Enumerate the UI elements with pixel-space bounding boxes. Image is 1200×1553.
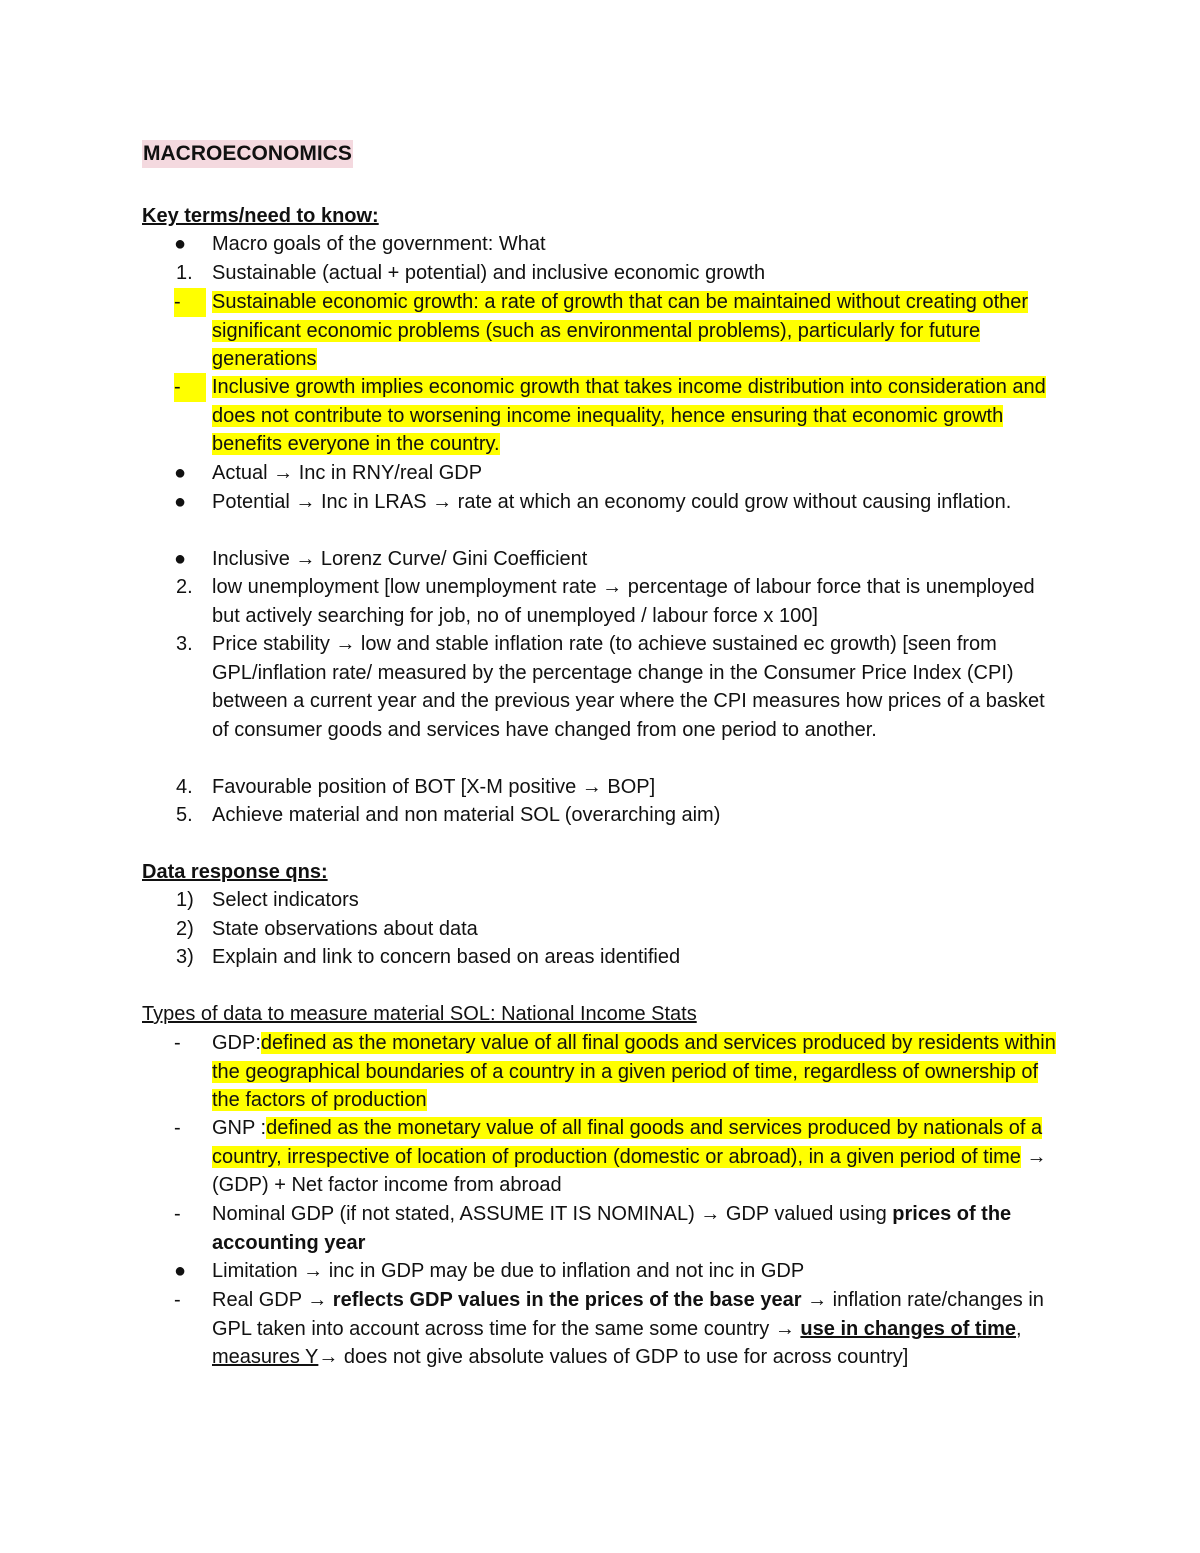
- underlined-text: measures Y: [212, 1346, 319, 1369]
- bold-text: prices of the accounting year: [212, 1203, 1012, 1254]
- list-item: [176, 630, 1062, 744]
- list-item: [176, 886, 1062, 915]
- highlighted-definition: defined as the monetary value of all final goods and services produced by nationals of a country, irrespective of location of production (domestic or abroad), in a given period of time: [212, 1117, 1043, 1168]
- list-item: [176, 943, 1062, 972]
- bullet-marker: ●: [174, 233, 187, 255]
- dash-marker: -: [174, 1032, 181, 1054]
- number-marker: 5.: [176, 804, 193, 826]
- bold-text: reflects GDP values in the prices of the base year: [332, 1289, 802, 1311]
- list-item-text: State observations about data: [212, 918, 478, 940]
- list-item-text: Limitation → inc in GDP may be due to inflation and not inc in GDP: [212, 1260, 805, 1282]
- list-item: [174, 459, 1062, 488]
- number-marker: 3.: [176, 633, 193, 655]
- list-item: [176, 915, 1062, 944]
- number-marker: 3): [176, 946, 194, 968]
- list-item: [174, 545, 1062, 574]
- dash-marker: -: [174, 288, 206, 317]
- term-label: GDP:: [212, 1032, 261, 1054]
- list-item: [176, 573, 1062, 630]
- term-label: GNP :: [212, 1117, 267, 1139]
- list-item-text: → does not give absolute values of GDP to use for across country]: [318, 1346, 909, 1369]
- list-item-text: Nominal GDP (if not stated, ASSUME IT IS NOMINAL) → GDP valued using: [212, 1203, 893, 1225]
- section-heading-national-income: Types of data to measure material SOL: National Income Stats: [142, 1003, 697, 1025]
- bullet-marker: ●: [174, 1260, 187, 1282]
- list-item: [174, 230, 1062, 259]
- list-item: [176, 801, 1062, 830]
- list-item: [176, 773, 1062, 802]
- highlighted-definition: defined as the monetary value of all final goods and services produced by residents within the geographical boundaries of a country in a given period of time, regardless of ownership of the factors of production: [212, 1032, 1056, 1112]
- list-item-text: Explain and link to concern based on areas identified: [212, 946, 681, 968]
- list-item: [176, 259, 1062, 288]
- list-item-text: Real GDP →: [212, 1289, 333, 1311]
- number-marker: 2): [176, 918, 194, 940]
- dash-marker: -: [174, 1117, 181, 1139]
- number-marker: 1): [176, 889, 194, 911]
- list-item-text: Price stability → low and stable inflation rate (to achieve sustained ec growth) [seen from GPL/inflation rate/ measured by the percentage change in the Consumer Price Index (CPI) between a current year and the previous year where the CPI measures how prices of a basket of consumer goods and services have changed from one period to another.: [212, 633, 1045, 741]
- number-marker: 1.: [176, 262, 193, 284]
- list-item: [174, 373, 1062, 459]
- page-title: MACROECONOMICS: [142, 140, 353, 168]
- list-item-text: ,: [1016, 1317, 1022, 1340]
- highlighted-definition: Sustainable economic growth: a rate of growth that can be maintained without creating other significant economic problems (such as environmental problems), particularly for future generations: [212, 291, 1029, 371]
- list-item-limitation: [174, 1257, 1062, 1286]
- list-item-text: Inclusive → Lorenz Curve/ Gini Coefficient: [212, 548, 588, 570]
- section-heading-data-response: Data response qns:: [142, 861, 328, 883]
- list-item-real-gdp: [174, 1286, 1062, 1372]
- list-item-text: Macro goals of the government: What: [212, 233, 546, 255]
- list-item-text: Potential → Inc in LRAS → rate at which an economy could grow without causing inflation.: [212, 491, 1012, 513]
- list-item-text: Sustainable (actual + potential) and inclusive economic growth: [212, 262, 766, 284]
- number-marker: 2.: [176, 576, 193, 598]
- bold-underlined-text: use in changes of time: [800, 1317, 1017, 1340]
- list-item-text: Achieve material and non material SOL (overarching aim): [212, 804, 721, 826]
- list-item: [174, 488, 1062, 517]
- dash-marker: -: [174, 1203, 181, 1225]
- list-item-text: Favourable position of BOT [X-M positive → BOP]: [212, 776, 656, 798]
- bullet-marker: ●: [174, 491, 187, 513]
- bullet-marker: ●: [174, 462, 187, 484]
- highlighted-definition: Inclusive growth implies economic growth that takes income distribution into consideration and does not contribute to worsening income inequality, hence ensuring that economic growth benefits everyone in the country.: [212, 376, 1046, 456]
- list-item-text: Select indicators: [212, 889, 359, 911]
- list-item-text: Actual → Inc in RNY/real GDP: [212, 462, 483, 484]
- dash-marker: -: [174, 1289, 181, 1311]
- list-item-text: low unemployment [low unemployment rate → percentage of labour force that is unemployed but actively searching for job, no of unemployed / labour force x 100]: [212, 576, 1035, 627]
- list-item: [174, 288, 1062, 374]
- section-heading-key-terms: Key terms/need to know:: [142, 205, 379, 227]
- list-item-nominal-gdp: [174, 1200, 1062, 1257]
- bullet-marker: ●: [174, 548, 187, 570]
- list-item-gnp: [174, 1114, 1062, 1200]
- list-item-text: → (GDP) + Net factor income from abroad: [212, 1145, 1047, 1197]
- list-item-text: → inflation rate/changes in GPL taken into account across time for the same some country →: [212, 1289, 1044, 1340]
- dash-marker: -: [174, 373, 206, 402]
- number-marker: 4.: [176, 776, 193, 798]
- list-item-gdp: [174, 1029, 1062, 1115]
